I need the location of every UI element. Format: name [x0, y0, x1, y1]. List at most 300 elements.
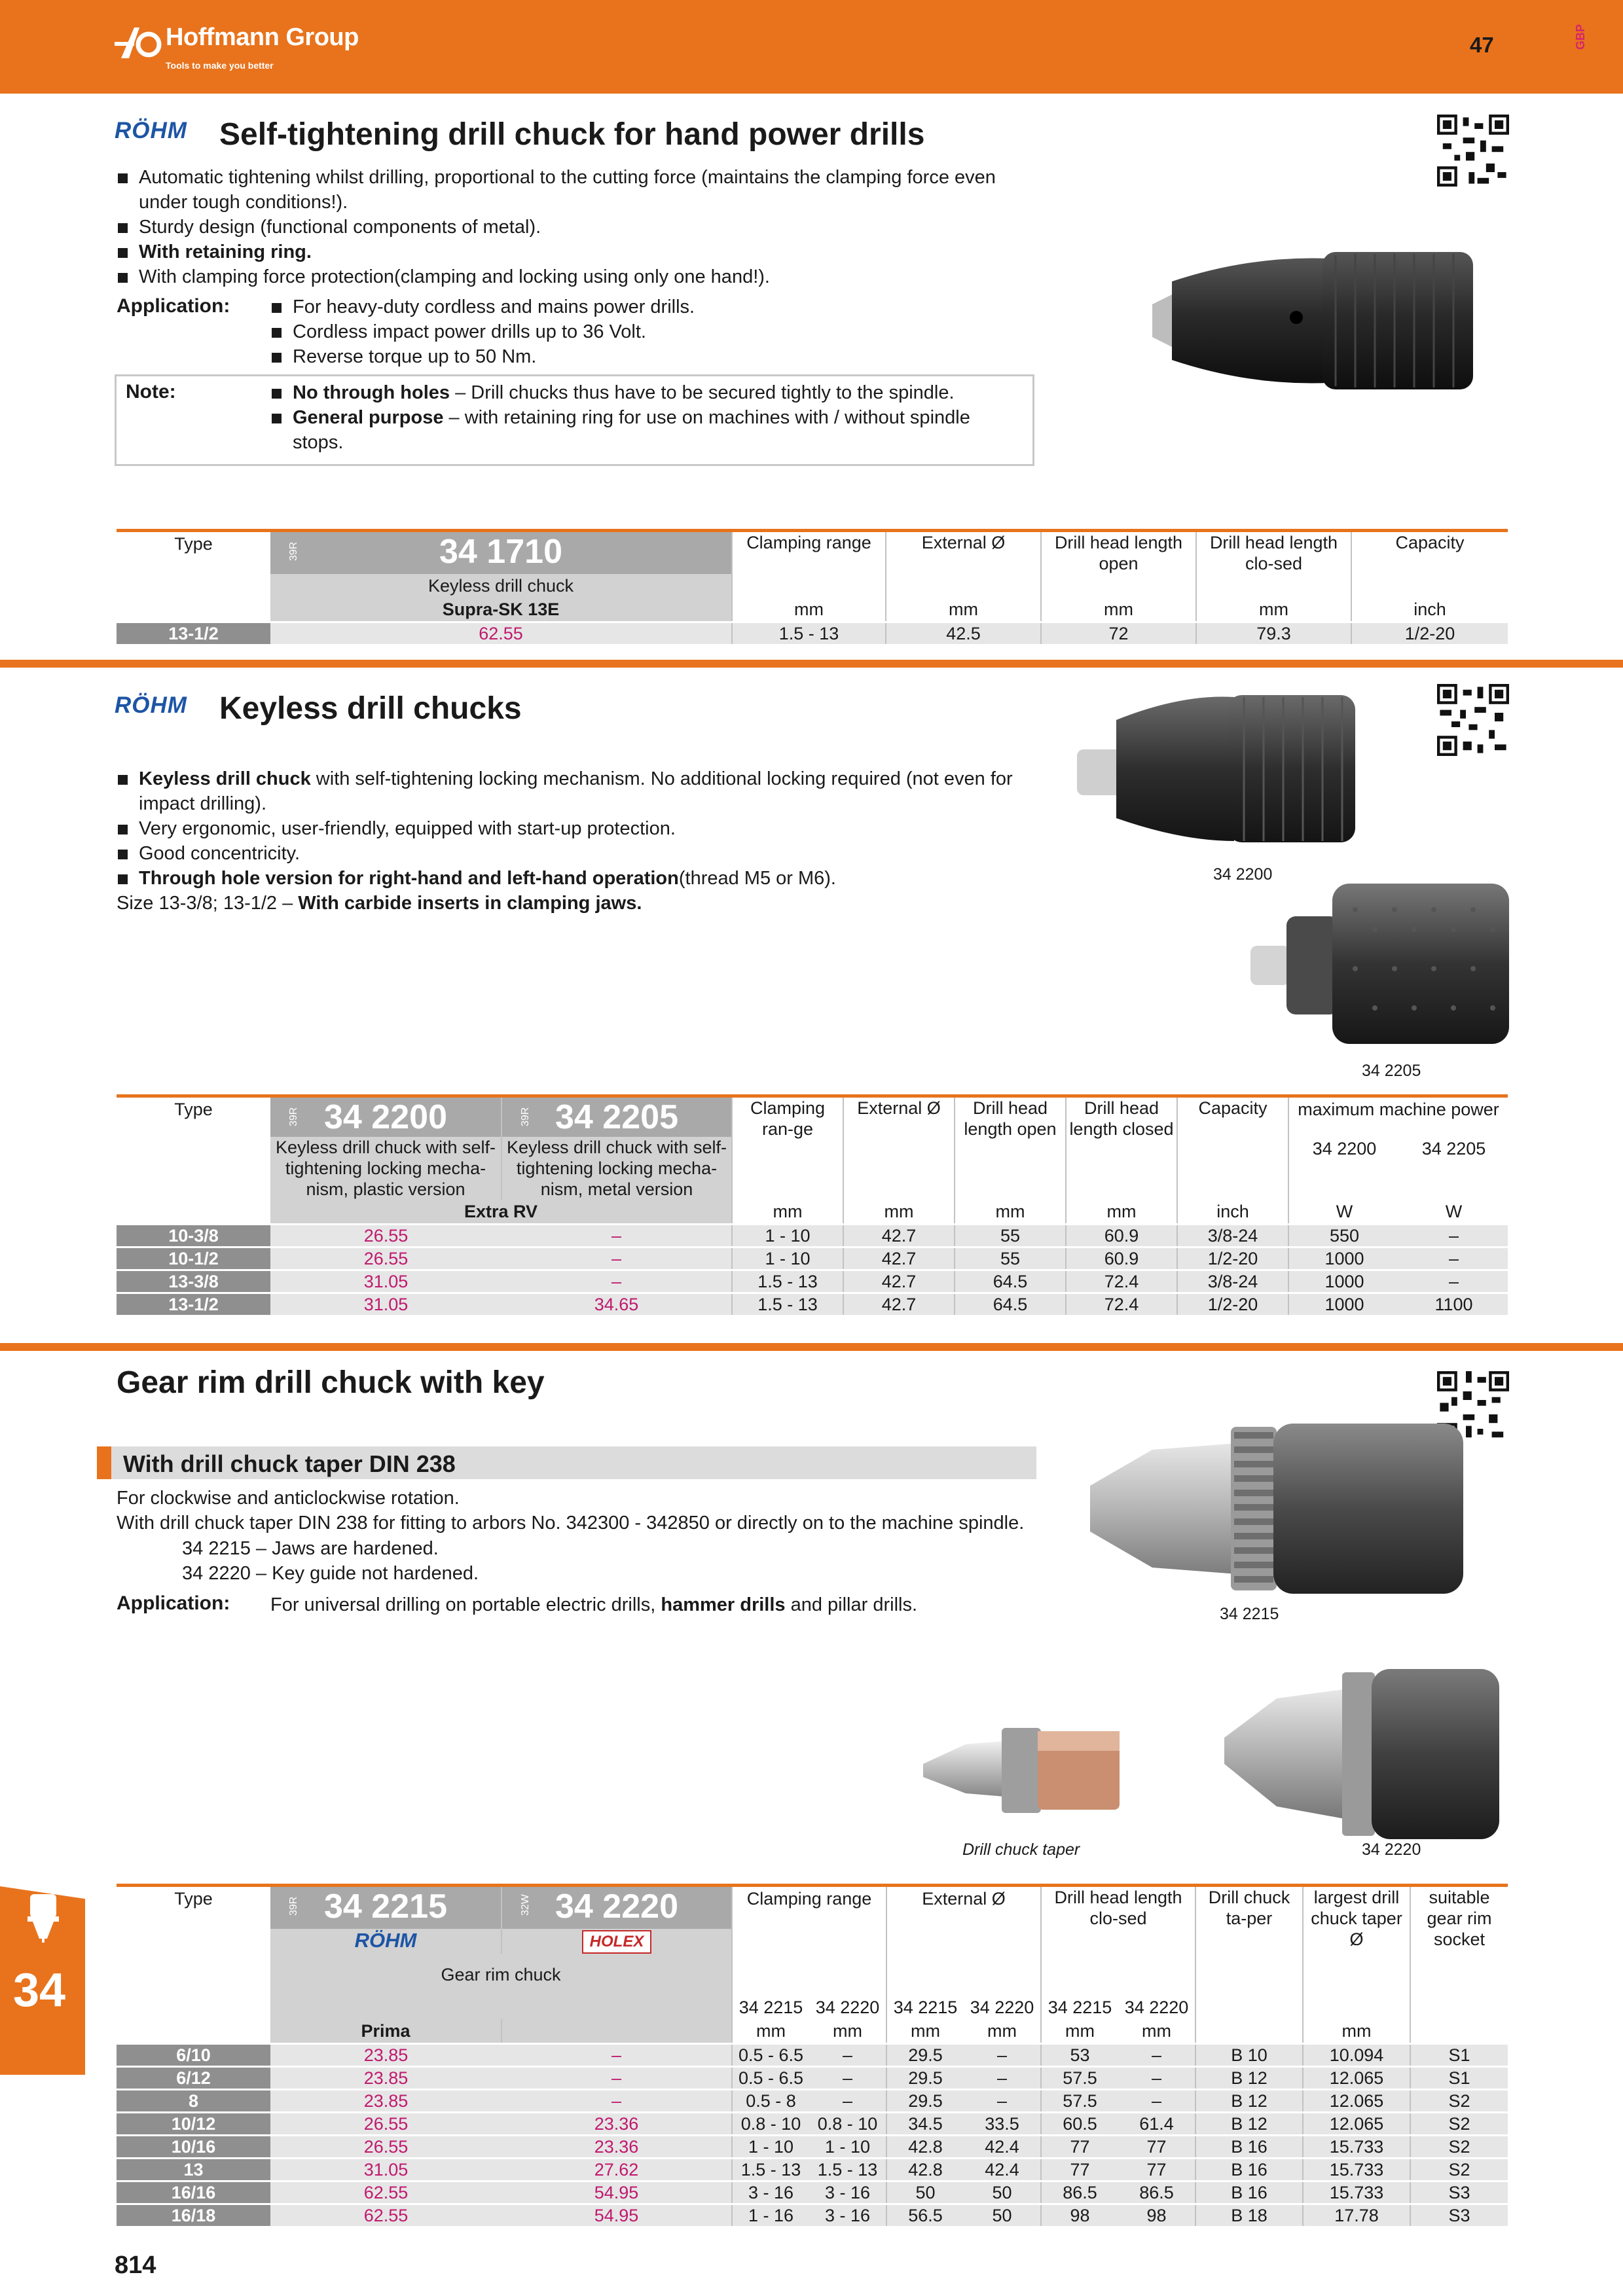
bullet-text: (thread M5 or M6).: [678, 868, 836, 889]
value-cell: 50: [964, 2204, 1041, 2227]
value-cell: 72: [1041, 622, 1196, 645]
value-cell: 56.5: [886, 2204, 964, 2227]
value-cell: B 12: [1195, 2067, 1303, 2090]
value-cell: 64.5: [955, 1270, 1066, 1293]
holex-brand-logo: HOLEX: [582, 1930, 652, 1954]
type-header: Type: [117, 1886, 270, 2044]
article-number[interactable]: [270, 531, 732, 575]
rohm-brand-logo: RÖHM: [115, 118, 187, 143]
price-cell: 62.55: [270, 2204, 501, 2227]
value-cell: –: [1118, 2067, 1195, 2090]
value-cell: 42.5: [886, 622, 1041, 645]
column-header: Capacity: [1351, 531, 1508, 575]
table-342200: [117, 1094, 1508, 1315]
unit: mm: [1303, 2019, 1410, 2044]
rohm-brand-logo: RÖHM: [115, 692, 187, 718]
value-cell: 1 - 10: [732, 2136, 809, 2159]
value-cell: 1.5 - 13: [732, 1270, 843, 1293]
table-row[interactable]: [117, 2204, 1508, 2227]
type-cell: 13: [117, 2159, 270, 2181]
power-subheader: 34 2205: [1421, 1139, 1486, 1158]
value-cell: 98: [1041, 2204, 1118, 2227]
item-code: 34 2215 –: [182, 1538, 267, 1559]
unit: mm: [955, 1200, 1066, 1225]
size-line: [117, 891, 1046, 916]
column-header: External Ø: [886, 1886, 1041, 1929]
bullet-item: Cordless impact power drills up to 36 Volt.: [270, 319, 1023, 344]
type-cell: 16/16: [117, 2181, 270, 2204]
unit: mm: [732, 2019, 809, 2044]
qr-code-icon[interactable]: [1437, 684, 1509, 756]
application-bold: hammer drills: [661, 1594, 786, 1615]
note-text: – Drill chucks thus have to be secured tightly to the spindle.: [450, 382, 955, 403]
column-header: Clamping ran-ge: [732, 1096, 843, 1200]
value-cell: S2: [1410, 2159, 1508, 2181]
value-cell: 3 - 16: [809, 2204, 886, 2227]
table-row[interactable]: [117, 622, 1508, 645]
bullet-item: Automatic tightening whilst drilling, proportional to the cutting force (maintains the clamping force even under tough conditions!).: [117, 165, 1046, 215]
note-bold: General purpose: [293, 407, 444, 428]
unit: inch: [1351, 598, 1508, 622]
value-cell: 77: [1118, 2136, 1195, 2159]
brand-cell: [501, 1929, 732, 1954]
price-cell: 23.36: [501, 2136, 732, 2159]
table-row[interactable]: [117, 2159, 1508, 2181]
value-cell: 1 - 10: [809, 2136, 886, 2159]
unit: inch: [1177, 1200, 1288, 1225]
article-number-text: 34 1710: [439, 533, 562, 571]
power-subheader: 34 2200: [1288, 1137, 1400, 1200]
item-list: [182, 1536, 1033, 1586]
size-bold: With carbide inserts in clamping jaws.: [298, 893, 642, 914]
sub-header: 34 2220: [970, 1998, 1034, 2017]
bullet-item: [117, 841, 1046, 866]
unit: mm: [1041, 598, 1196, 622]
value-cell: 10.094: [1303, 2044, 1410, 2067]
column-header: Drill head length clo-sed: [1196, 531, 1351, 575]
application-label: Application:: [117, 295, 230, 317]
article-number[interactable]: [501, 1886, 732, 1929]
price-cell: 26.55: [270, 1225, 501, 1247]
value-cell: –: [1400, 1247, 1508, 1270]
pn-code: 39R: [288, 1107, 299, 1126]
sub-header: 34 2215: [1041, 1996, 1118, 2019]
value-cell: –: [809, 2090, 886, 2113]
value-cell: S3: [1410, 2204, 1508, 2227]
section-separator: [0, 1343, 1623, 1351]
value-cell: 1.5 - 13: [809, 2159, 886, 2181]
column-header: Drill head length open: [955, 1096, 1066, 1200]
value-cell: 42.4: [964, 2136, 1041, 2159]
language-code: GBP: [1574, 24, 1588, 50]
price-cell: –: [501, 2067, 732, 2090]
bullet-item: [270, 380, 1023, 405]
value-cell: 1 - 10: [732, 1225, 843, 1247]
value-cell: 60.9: [1066, 1247, 1177, 1270]
table-row[interactable]: [117, 1293, 1508, 1316]
value-cell: 72.4: [1066, 1293, 1177, 1316]
value-cell: 12.065: [1303, 2113, 1410, 2136]
gear-rim-chuck-image: [1074, 1414, 1473, 1604]
application-list: [270, 295, 1023, 369]
item-line: [182, 1561, 1033, 1586]
article-number[interactable]: [270, 1096, 501, 1138]
keyless-chuck-plastic-image: [1064, 681, 1365, 857]
price-cell: 23.85: [270, 2044, 501, 2067]
brand-cell: [270, 1929, 501, 1954]
value-cell: S2: [1410, 2090, 1508, 2113]
item-line: [182, 1536, 1033, 1561]
column-header: Clamping range: [732, 531, 886, 575]
table-row[interactable]: [117, 2136, 1508, 2159]
table-row[interactable]: [117, 1247, 1508, 1270]
column-header: External Ø: [843, 1096, 955, 1200]
value-cell: 61.4: [1118, 2113, 1195, 2136]
value-cell: –: [809, 2044, 886, 2067]
product-model: Extra RV: [270, 1200, 732, 1225]
value-cell: S1: [1410, 2044, 1508, 2067]
bullet-item: With clamping force protection(clamping and locking using only one hand!).: [117, 264, 1046, 289]
value-cell: 86.5: [1041, 2181, 1118, 2204]
value-cell: 42.7: [843, 1293, 955, 1316]
hoffmann-logo[interactable]: [115, 20, 390, 79]
sub-header: 34 2215: [886, 1996, 964, 2019]
value-cell: –: [1118, 2090, 1195, 2113]
price-cell: –: [501, 2090, 732, 2113]
value-cell: 98: [1118, 2204, 1195, 2227]
product-description: Keyless drill chuck: [270, 574, 732, 598]
value-cell: B 16: [1195, 2181, 1303, 2204]
bullet-text: with self-tightening locking mechanism. No additional locking required (not even for impact drilling).: [139, 768, 1013, 814]
value-cell: 0.8 - 10: [732, 2113, 809, 2136]
value-cell: 86.5: [1118, 2181, 1195, 2204]
unit: mm: [833, 2021, 862, 2041]
value-cell: 15.733: [1303, 2181, 1410, 2204]
item-text: Jaws are hardened.: [272, 1538, 439, 1559]
value-cell: 60.9: [1066, 1225, 1177, 1247]
bullet-item: For heavy-duty cordless and mains power drills.: [270, 295, 1023, 319]
column-header: suitable gear rim socket: [1410, 1886, 1508, 1996]
column-header: Clamping range: [732, 1886, 886, 1929]
value-cell: 77: [1041, 2136, 1118, 2159]
chuck-taper-image: [913, 1705, 1129, 1836]
price-cell: 31.05: [270, 1270, 501, 1293]
bullet-item: Sturdy design (functional components of metal).: [117, 215, 1046, 240]
value-cell: 64.5: [955, 1293, 1066, 1316]
price-cell: 26.55: [270, 1247, 501, 1270]
value-cell: 29.5: [886, 2090, 964, 2113]
value-cell: 15.733: [1303, 2159, 1410, 2181]
value-cell: 77: [1041, 2159, 1118, 2181]
value-cell: 1/2-20: [1351, 622, 1508, 645]
price-cell: 23.85: [270, 2067, 501, 2090]
value-cell: 34.5: [886, 2113, 964, 2136]
type-cell: 8: [117, 2090, 270, 2113]
brand-tagline: Tools to make you better: [166, 60, 274, 71]
brand-name: Hoffmann Group: [166, 24, 359, 51]
bullet-item: Reverse torque up to 50 Nm.: [270, 344, 1023, 369]
article-number-text: 34 2205: [555, 1098, 678, 1136]
value-cell: 29.5: [886, 2044, 964, 2067]
bullet-text: Good concentricity.: [139, 843, 301, 864]
pn-code: 39R: [520, 1107, 531, 1126]
subtitle-text: With drill chuck taper DIN 238: [123, 1450, 456, 1477]
price-cell: 62.55: [270, 622, 732, 645]
section3-title: Gear rim drill chuck with key: [117, 1365, 545, 1400]
bullet-text: Very ergonomic, user-friendly, equipped with start-up protection.: [139, 818, 676, 839]
value-cell: 0.5 - 6.5: [732, 2067, 809, 2090]
value-cell: –: [964, 2090, 1041, 2113]
price-cell: 23.85: [270, 2090, 501, 2113]
unit: [1410, 2019, 1508, 2044]
product-model: Supra-SK 13E: [270, 598, 732, 622]
value-cell: B 12: [1195, 2113, 1303, 2136]
value-cell: 3 - 16: [809, 2181, 886, 2204]
hoffmann-logo-mark-icon: [115, 22, 167, 62]
unit: mm: [1196, 598, 1351, 622]
bullet-item: [117, 766, 1046, 816]
value-cell: 50: [886, 2181, 964, 2204]
table-342215: [117, 1884, 1508, 2226]
value-cell: 42.7: [843, 1225, 955, 1247]
section2-title: Keyless drill chucks: [219, 691, 522, 726]
bullet-bold: Keyless drill chuck: [139, 768, 311, 789]
article-number-text: 34 2220: [555, 1888, 678, 1926]
column-header: maximum machine power: [1288, 1096, 1508, 1138]
value-cell: 0.5 - 6.5: [732, 2044, 809, 2067]
value-cell: 12.065: [1303, 2067, 1410, 2090]
value-cell: 1 - 10: [732, 1247, 843, 1270]
value-cell: –: [809, 2067, 886, 2090]
value-cell: S3: [1410, 2181, 1508, 2204]
section1-title: Self-tightening drill chuck for hand power drills: [219, 117, 925, 152]
value-cell: –: [1400, 1270, 1508, 1293]
bullet-bold: Through hole version for right-hand and left-hand operation: [139, 868, 679, 889]
article-number[interactable]: [270, 1886, 501, 1929]
product-description: Keyless drill chuck with self-tightening locking mecha-nism, metal version: [501, 1137, 732, 1200]
keyless-chuck-image: [1133, 242, 1486, 399]
sub-header: 34 2220: [1124, 1998, 1189, 2017]
price-cell: –: [501, 1270, 732, 1293]
pn-code: 39R: [288, 541, 299, 561]
value-cell: 1100: [1400, 1293, 1508, 1316]
product-caption: 34 2200: [1213, 865, 1273, 884]
value-cell: 77: [1118, 2159, 1195, 2181]
price-cell: 27.62: [501, 2159, 732, 2181]
value-cell: B 18: [1195, 2204, 1303, 2227]
bullet-item: [270, 405, 1023, 455]
table-341710: [117, 529, 1508, 644]
sub-header: 34 2215: [732, 1996, 809, 2019]
table-row[interactable]: [117, 2090, 1508, 2113]
type-cell: 10/12: [117, 2113, 270, 2136]
value-cell: 72.4: [1066, 1270, 1177, 1293]
value-cell: B 16: [1195, 2159, 1303, 2181]
table-row[interactable]: [117, 2181, 1508, 2204]
price-cell: –: [501, 1247, 732, 1270]
value-cell: 29.5: [886, 2067, 964, 2090]
article-number-text: 34 2215: [324, 1888, 447, 1926]
subtitle-bar: [97, 1446, 1036, 1479]
type-cell: 6/10: [117, 2044, 270, 2067]
value-cell: 1000: [1288, 1270, 1400, 1293]
type-cell: 16/18: [117, 2204, 270, 2227]
rohm-brand-logo: RÖHM: [354, 1929, 417, 1952]
value-cell: S2: [1410, 2136, 1508, 2159]
product-description: Keyless drill chuck with self-tightening locking mecha-nism, plastic version: [270, 1137, 501, 1200]
section2-bullets: [117, 766, 1046, 916]
unit: mm: [1066, 1200, 1177, 1225]
value-cell: 1.5 - 13: [732, 2159, 809, 2181]
value-cell: 57.5: [1041, 2067, 1118, 2090]
value-cell: 1.5 - 13: [732, 622, 886, 645]
application-label: Application:: [117, 1592, 230, 1614]
value-cell: B 10: [1195, 2044, 1303, 2067]
value-cell: 0.8 - 10: [809, 2113, 886, 2136]
chapter-number: 34: [13, 1964, 66, 2017]
section-separator: [0, 660, 1623, 668]
application-post: and pillar drills.: [785, 1594, 918, 1615]
item-text: Key guide not hardened.: [272, 1563, 479, 1584]
value-cell: 1.5 - 13: [732, 1293, 843, 1316]
unit: W: [1445, 1202, 1463, 1221]
unit: mm: [1041, 2019, 1118, 2044]
application-pre: For universal drilling on portable electric drills,: [270, 1594, 661, 1615]
value-cell: 60.5: [1041, 2113, 1118, 2136]
value-cell: 1000: [1288, 1293, 1400, 1316]
price-cell: –: [501, 1225, 732, 1247]
table-row[interactable]: [117, 2113, 1508, 2136]
keyless-chuck-metal-image: [1237, 870, 1519, 1054]
value-cell: 42.7: [843, 1247, 955, 1270]
column-header: Drill chuck ta-per: [1195, 1886, 1303, 1996]
bullet-item: [117, 816, 1046, 841]
application-text: [270, 1592, 1089, 1617]
table-row[interactable]: [117, 2067, 1508, 2090]
value-cell: 42.7: [843, 1270, 955, 1293]
value-cell: 55: [955, 1247, 1066, 1270]
text-line: For clockwise and anticlockwise rotation.: [117, 1488, 460, 1509]
column-header: Capacity: [1177, 1096, 1288, 1200]
value-cell: 55: [955, 1225, 1066, 1247]
unit: W: [1288, 1200, 1400, 1225]
value-cell: 17.78: [1303, 2204, 1410, 2227]
type-header: Type: [117, 1096, 270, 1225]
price-cell: 54.95: [501, 2204, 732, 2227]
note-bold: No through holes: [293, 382, 450, 403]
gear-rim-chuck-holex-image: [1218, 1659, 1506, 1842]
price-cell: 23.36: [501, 2113, 732, 2136]
value-cell: 42.8: [886, 2159, 964, 2181]
value-cell: 3/8-24: [1177, 1270, 1288, 1293]
column-header: Drill head length open: [1041, 531, 1196, 575]
footer-page-number: 814: [115, 2251, 156, 2279]
price-cell: 31.05: [270, 2159, 501, 2181]
table-row[interactable]: [117, 1270, 1508, 1293]
chapter-drill-chuck-icon: [25, 1892, 62, 1944]
price-cell: 31.05: [270, 1293, 501, 1316]
unit: mm: [987, 2021, 1017, 2041]
price-cell: 26.55: [270, 2113, 501, 2136]
value-cell: 0.5 - 8: [732, 2090, 809, 2113]
qr-code-icon[interactable]: [1437, 115, 1509, 187]
type-cell: 6/12: [117, 2067, 270, 2090]
value-cell: 1/2-20: [1177, 1293, 1288, 1316]
value-cell: 42.8: [886, 2136, 964, 2159]
unit: [1195, 2019, 1303, 2044]
article-number[interactable]: [501, 1096, 732, 1138]
value-cell: B 16: [1195, 2136, 1303, 2159]
pn-code: 32W: [520, 1894, 531, 1916]
value-cell: 1/2-20: [1177, 1247, 1288, 1270]
price-cell: 54.95: [501, 2181, 732, 2204]
value-cell: 33.5: [964, 2113, 1041, 2136]
type-cell: 10-3/8: [117, 1225, 270, 1247]
item-code: 34 2220 –: [182, 1563, 267, 1584]
table-row[interactable]: [117, 2044, 1508, 2067]
value-cell: S2: [1410, 2113, 1508, 2136]
article-number-text: 34 2200: [324, 1098, 447, 1136]
type-cell: 13-1/2: [117, 622, 270, 645]
type-cell: 13-1/2: [117, 1293, 270, 1316]
type-cell: 10/16: [117, 2136, 270, 2159]
column-header: Drill head length clo-sed: [1041, 1886, 1195, 1929]
value-cell: B 12: [1195, 2090, 1303, 2113]
value-cell: 53: [1041, 2044, 1118, 2067]
table-row[interactable]: [117, 1225, 1508, 1247]
value-cell: 12.065: [1303, 2090, 1410, 2113]
value-cell: S1: [1410, 2067, 1508, 2090]
price-cell: 26.55: [270, 2136, 501, 2159]
value-cell: 15.733: [1303, 2136, 1410, 2159]
bullet-item: With retaining ring.: [117, 240, 1046, 264]
price-cell: –: [501, 2044, 732, 2067]
unit: mm: [886, 2019, 964, 2044]
unit: mm: [1142, 2021, 1172, 2041]
note-text: – with retaining ring for use on machines with / without spindle stops.: [293, 407, 970, 453]
product-model: Prima: [270, 2019, 501, 2044]
size-text: Size 13-3/8; 13-1/2 –: [117, 893, 299, 914]
product-caption: Drill chuck taper: [962, 1840, 1080, 1859]
product-caption: 34 2220: [1362, 1840, 1421, 1859]
value-cell: 1000: [1288, 1247, 1400, 1270]
subtitle-accent: [97, 1446, 111, 1479]
note-label: Note:: [126, 381, 176, 403]
product-caption: 34 2205: [1362, 1062, 1421, 1080]
value-cell: 79.3: [1196, 622, 1351, 645]
price-cell: 34.65: [501, 1293, 732, 1316]
unit: mm: [732, 598, 886, 622]
text-line: With drill chuck taper DIN 238 for fitting to arbors No. 342300 - 342850 or directly on to the machine spindle.: [117, 1513, 1025, 1534]
column-header: External Ø: [886, 531, 1041, 575]
column-header: largest drill chuck taper Ø: [1303, 1886, 1410, 1996]
section3-text: [117, 1486, 1066, 1535]
value-cell: 550: [1288, 1225, 1400, 1247]
value-cell: 42.4: [964, 2159, 1041, 2181]
value-cell: –: [964, 2044, 1041, 2067]
value-cell: –: [1118, 2044, 1195, 2067]
note-list: [270, 380, 1023, 455]
value-cell: –: [964, 2067, 1041, 2090]
unit: mm: [732, 1200, 843, 1225]
value-cell: 50: [964, 2181, 1041, 2204]
type-cell: 13-3/8: [117, 1270, 270, 1293]
value-cell: –: [1400, 1225, 1508, 1247]
value-cell: 57.5: [1041, 2090, 1118, 2113]
unit: mm: [843, 1200, 955, 1225]
value-cell: 1 - 16: [732, 2204, 809, 2227]
value-cell: 3 - 16: [732, 2181, 809, 2204]
